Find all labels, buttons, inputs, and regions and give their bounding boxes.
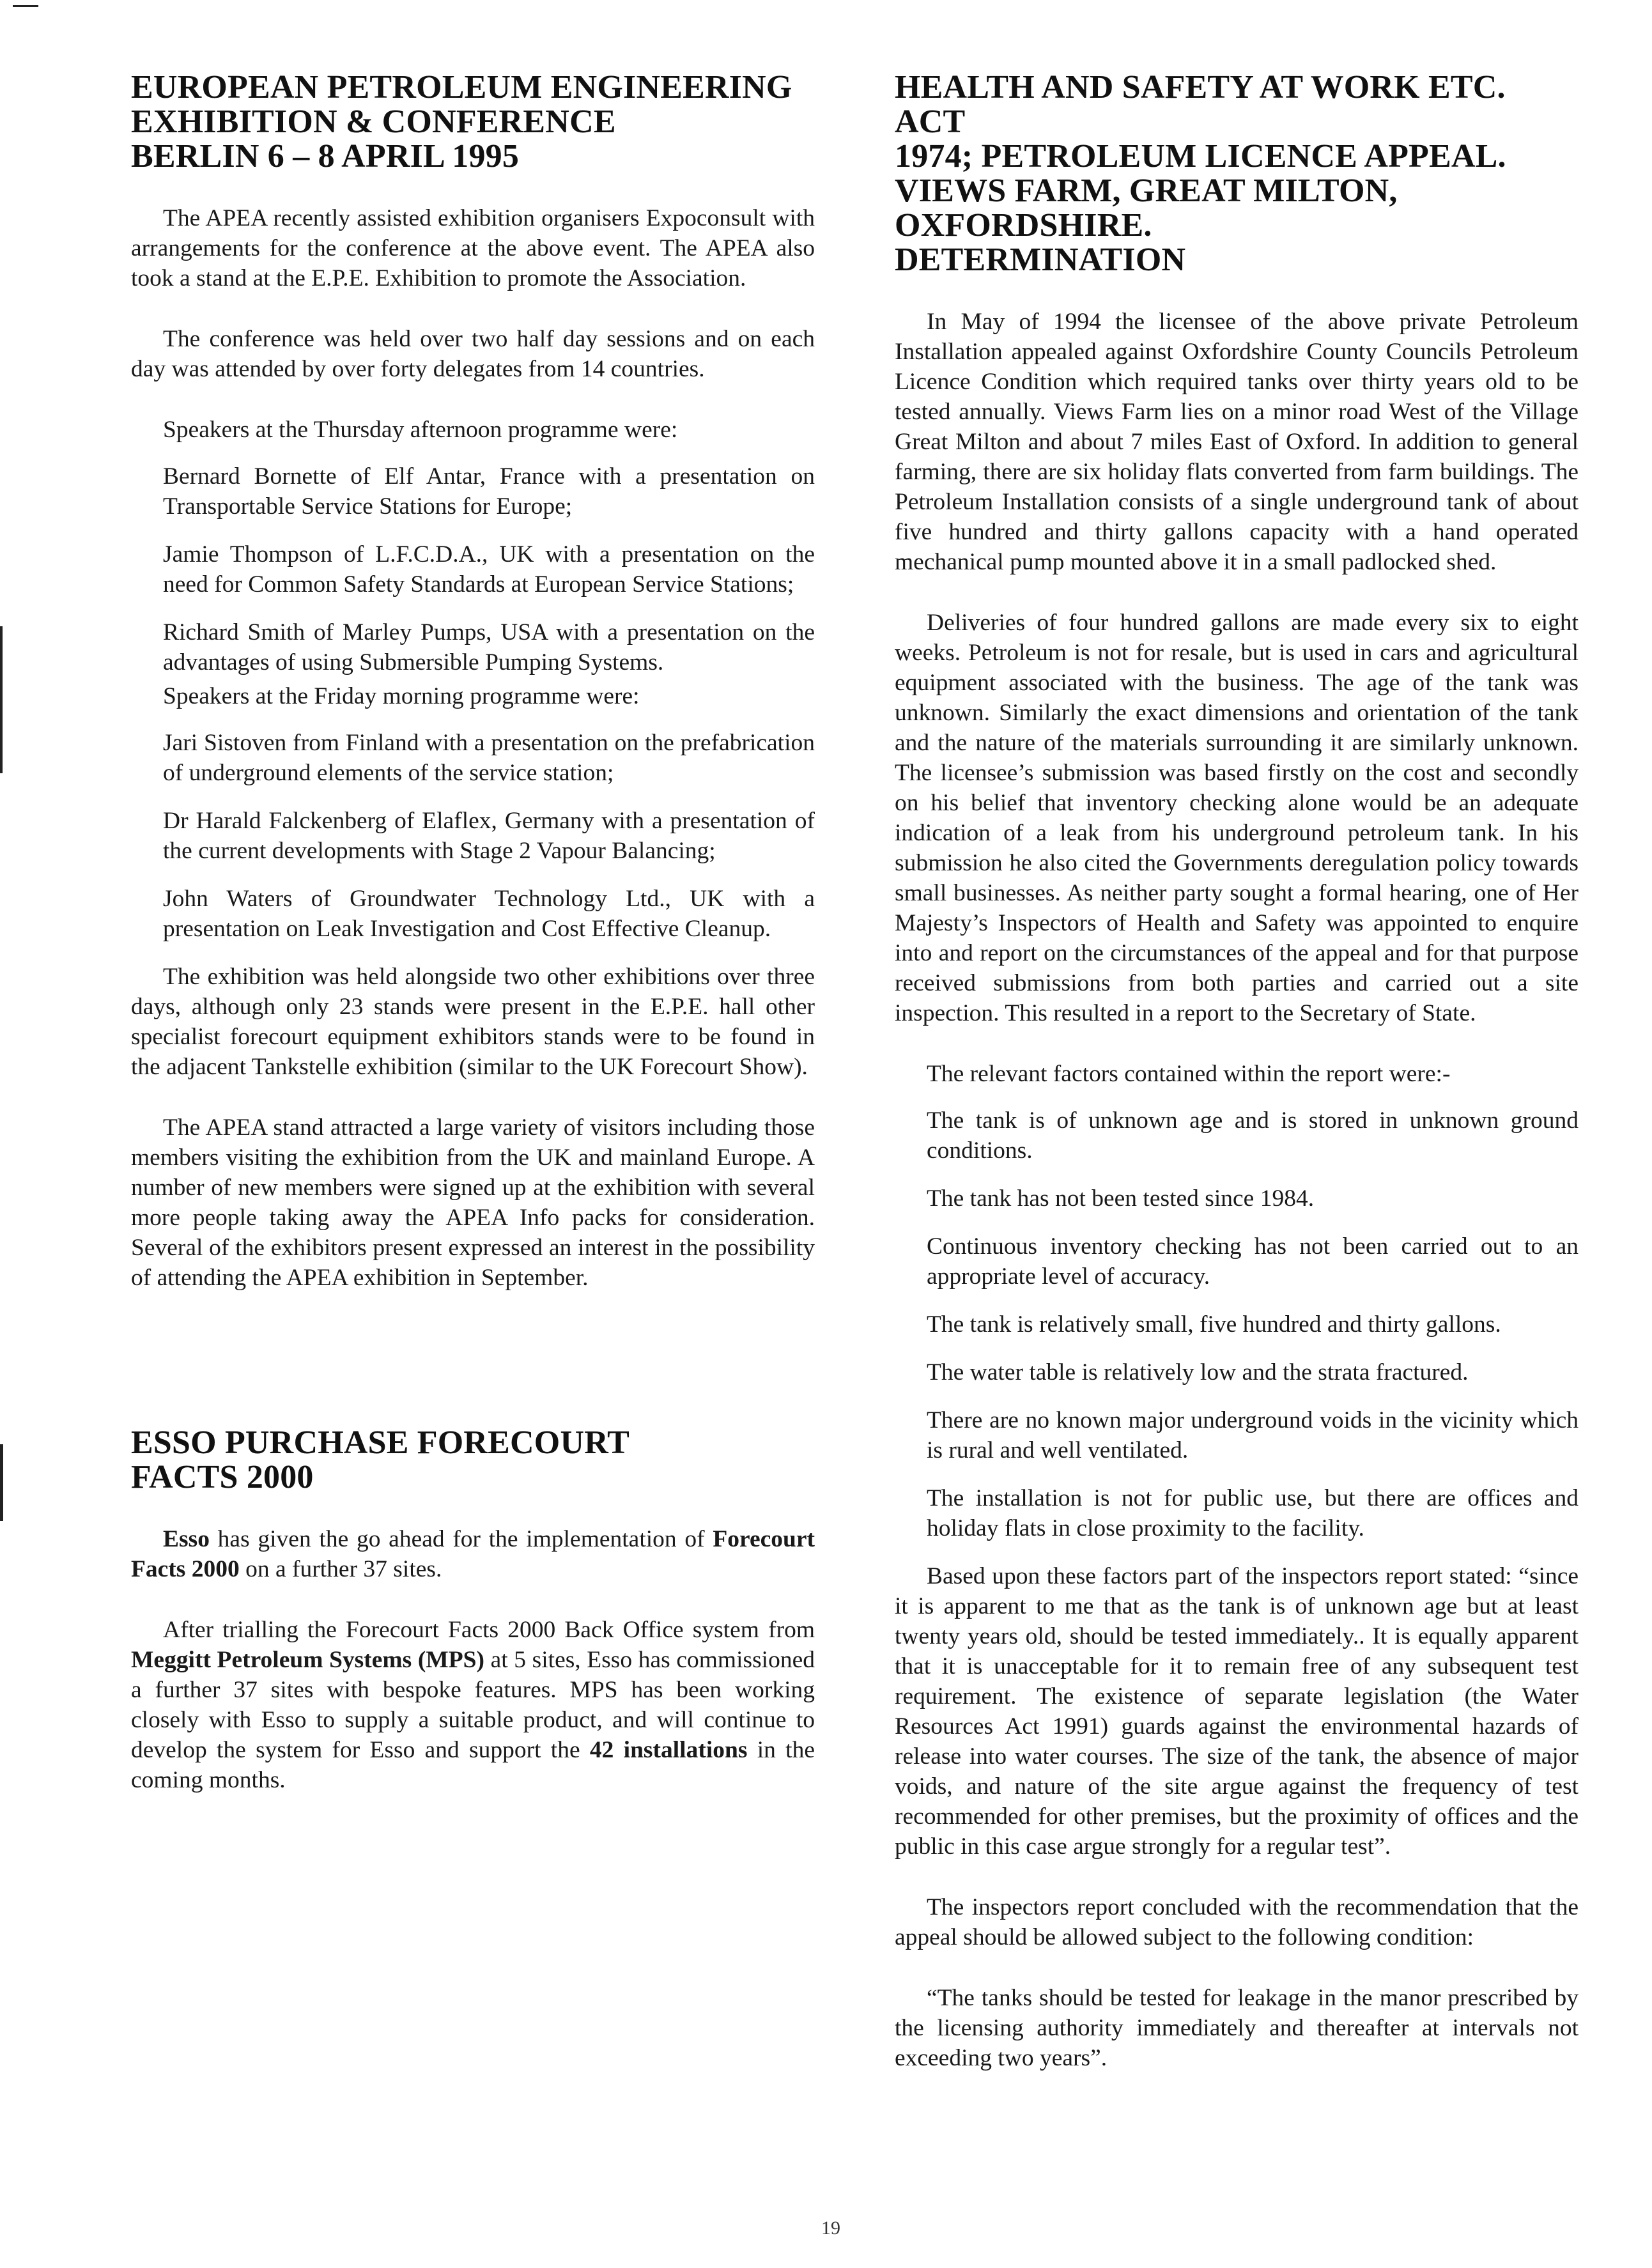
factor-item: The tank is of unknown age and is stored in unknown ground conditions.	[927, 1107, 1579, 1164]
exhibition-paragraph: The APEA stand attracted a large variety of visitors including those members visiting the exhibition from the UK and mainland Europe. A number of new members were signed up at the exhibition with several more people taking away the APEA Info packs for consideration. Several of the exhibitors present expressed an interest in the possibility of attending the APEA exhibition in September.	[131, 1115, 815, 1291]
headline-line: EUROPEAN PETROLEUM ENGINEERING	[131, 69, 792, 105]
thursday-intro: Speakers at the Thursday afternoon programme were:	[163, 417, 678, 443]
body-text: at 5 sites, Esso has commissioned a further 37 sites with bespoke features. MPS has been working closely with Esso to supply a suitable product, and will continue to develop the system for Esso and support the	[131, 1647, 815, 1763]
esso-paragraph	[131, 1615, 815, 1795]
bold-text: 42 installations	[589, 1737, 748, 1763]
bold-text: Forecourt Facts 2000	[131, 1526, 815, 1582]
hsw-paragraph: The inspectors report concluded with the recommendation that the appeal should be allowed subject to the following condition:	[895, 1894, 1579, 1950]
hsw-paragraph: In May of 1994 the licensee of the above private Petroleum Installation appealed against Oxfordshire County Councils Petroleum Licence Condition which required tanks over thirty years old to be tested annually. Views Farm lies on a minor road West of the Village Great Milton and about 7 miles East of Oxford. In addition to general farming, there are six holiday flats converted from farm buildings. The Petroleum Installation consists of a single underground tank of about five hundred and thirty gallons capacity with a hand operated mechanical pump mounted above it in a small padlocked shed.	[895, 309, 1579, 575]
factor-item: The water table is relatively low and the strata fractured.	[927, 1359, 1469, 1385]
headline-line: 1974; PETROLEUM LICENCE APPEAL.	[895, 138, 1506, 174]
exhibition-article	[131, 70, 815, 1293]
headline-line: BERLIN 6 – 8 APRIL 1995	[131, 138, 520, 174]
hsw-paragraph: Deliveries of four hundred gallons are made every six to eight weeks. Petroleum is not for resale, but is used in cars and agricultural equipment associated with the business. The age of the tank was unknown. Similarly the exact dimensions and orientation of the tank and the nature of the materials surrounding it are similarly unknown. The licensee’s submission was based firstly on the cost and secondly on his belief that inventory checking alone would be an adequate indication of a leak from his underground petroleum tank. In his submission he also cited the Governments deregulation policy towards small businesses. As neither party sought a formal hearing, one of Her Majesty’s Inspectors of Health and Safety was appointed to enquire into and report on the circumstances of the appeal and for that purpose received submissions from both parties and carried out a site inspection. This resulted in a report to the Secretary of State.	[895, 610, 1579, 1026]
bold-text: Esso	[163, 1526, 210, 1552]
hsw-article	[895, 70, 1579, 2073]
speaker-item: Bernard Bornette of Elf Antar, France with a presentation on Transportable Service Stations for Europe;	[163, 463, 815, 520]
headline-line: VIEWS FARM, GREAT MILTON,	[895, 173, 1398, 209]
page-number: 19	[821, 2218, 840, 2239]
scan-margin-mark	[0, 626, 3, 773]
right-column	[895, 70, 1579, 2104]
exhibition-paragraph: The conference was held over two half day sessions and on each day was attended by over forty delegates from 14 countries.	[131, 326, 815, 382]
esso-article	[131, 1426, 815, 1795]
headline-line: ESSO PURCHASE FORECOURT	[131, 1424, 630, 1461]
factor-item: The installation is not for public use, but there are offices and holiday flats in close proximity to the facility.	[927, 1485, 1579, 1541]
speaker-item: John Waters of Groundwater Technology Ltd., UK with a presentation on Leak Investigation and Cost Effective Cleanup.	[163, 886, 815, 942]
factors-intro: The relevant factors contained within the report were:-	[927, 1061, 1451, 1087]
body-text: has given the go ahead for the implementation of	[209, 1526, 713, 1552]
factor-item: The tank has not been tested since 1984.	[927, 1185, 1315, 1212]
factor-item: The tank is relatively small, five hundred and thirty gallons.	[927, 1311, 1501, 1338]
left-column	[131, 70, 815, 1826]
headline-line: DETERMINATION	[895, 242, 1186, 278]
speaker-item: Dr Harald Falckenberg of Elaflex, Germany with a presentation of the current developments with Stage 2 Vapour Balancing;	[163, 808, 815, 864]
headline-line: OXFORDSHIRE.	[895, 207, 1152, 243]
hsw-headline	[895, 70, 1579, 277]
headline-line: HEALTH AND SAFETY AT WORK ETC. ACT	[895, 69, 1506, 140]
scan-margin-mark	[0, 1444, 3, 1521]
body-text: After trialling the Forecourt Facts 2000 Back Office system from	[163, 1617, 815, 1643]
esso-paragraph	[131, 1524, 815, 1584]
factor-item: Continuous inventory checking has not been carried out to an appropriate level of accuracy.	[927, 1233, 1579, 1290]
headline-line: FACTS 2000	[131, 1459, 314, 1495]
body-text: in the coming months.	[131, 1737, 815, 1793]
esso-headline	[131, 1426, 815, 1495]
speaker-item: Jari Sistoven from Finland with a presentation on the prefabrication of underground elements of the service station;	[163, 730, 815, 786]
factor-item: There are no known major underground voids in the vicinity which is rural and well ventilated.	[927, 1407, 1579, 1463]
bold-text: Meggitt Petroleum Systems (MPS)	[131, 1647, 484, 1673]
section-spacer	[131, 1323, 815, 1426]
hsw-paragraph: Based upon these factors part of the inspectors report stated: “since it is apparent to me that as the tank is of unknown age but at least twenty years old, should be tested immediately.. It is equally apparent that it is unacceptable for it to remain free of any subsequent test requirement. The existence of separate legislation (the Water Resources Act 1991) guards against the environmental hazards of release into water courses. The size of the tank, the absence of major voids, and nature of the site argue against the frequency of test recommended for other premises, but the proximity of offices and the public in this case argue strongly for a regular test”.	[895, 1563, 1579, 1860]
friday-intro: Speakers at the Friday morning programme were:	[163, 683, 640, 709]
headline-line: EXHIBITION & CONFERENCE	[131, 104, 616, 140]
exhibition-paragraph: The exhibition was held alongside two other exhibitions over three days, although only 23 stands were present in the E.P.E. hall other specialist forecourt equipment exhibitors stands were to be found in the adjacent Tankstelle exhibition (similar to the UK Forecourt Show).	[131, 964, 815, 1080]
scan-corner-mark	[13, 5, 38, 7]
exhibition-headline	[131, 70, 815, 174]
speaker-item: Richard Smith of Marley Pumps, USA with a presentation on the advantages of using Submersible Pumping Systems.	[163, 619, 815, 675]
speaker-item: Jamie Thompson of L.F.C.D.A., UK with a presentation on the need for Common Safety Standards at European Service Stations;	[163, 541, 815, 598]
exhibition-paragraph: The APEA recently assisted exhibition organisers Expoconsult with arrangements for the conference at the above event. The APEA also took a stand at the E.P.E. Exhibition to promote the Association.	[131, 205, 815, 291]
body-text: on a further 37 sites.	[239, 1556, 442, 1582]
hsw-paragraph: “The tanks should be tested for leakage in the manor prescribed by the licensing authority immediately and thereafter at intervals not exceeding two years”.	[895, 1985, 1579, 2071]
